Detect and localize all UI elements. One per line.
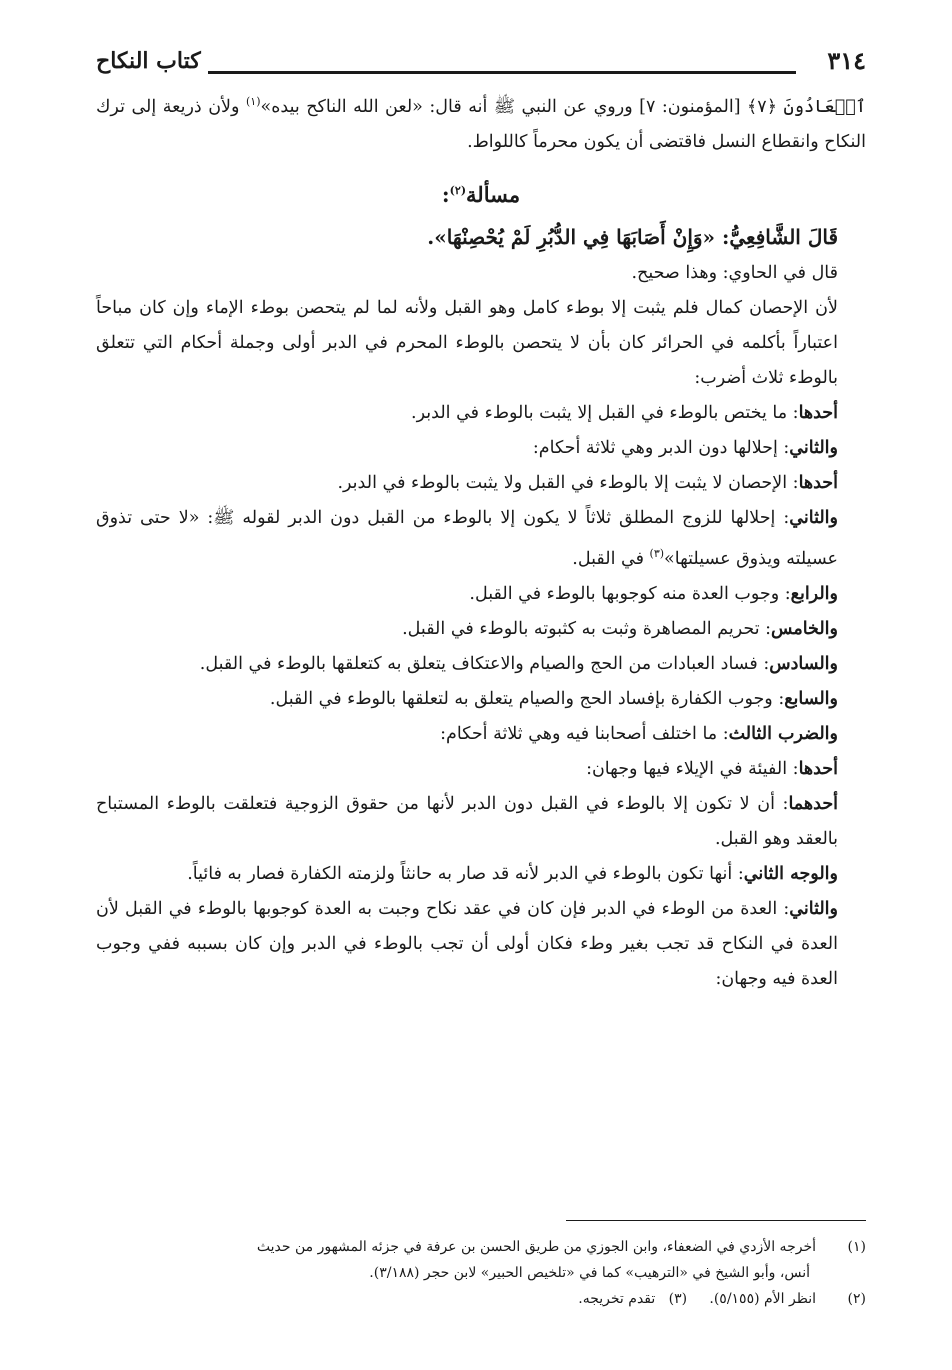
- header-rule: [208, 71, 796, 74]
- footnotes: [96, 1234, 866, 1312]
- footnote-1: (١)أخرجه الأزدي في الضعفاء، وابن الجوزي من طريق الحسن بن عرفة في جزئه المشهور من حديث: [256, 1239, 866, 1255]
- list-item: والخامس: تحريم المصاهرة وثبت به كثبوته بالوطء في القبل.: [402, 618, 838, 639]
- list-item: أحدها: ما يختص بالوطء في القبل إلا يثبت بالوطء في الدبر.: [411, 402, 838, 423]
- list-item: أحدها: الإحصان لا يثبت إلا بالوطء في القبل ولا يثبت بالوطء في الدبر.: [337, 472, 838, 493]
- section-heading: مسألة$^{(٢)}$:: [441, 181, 521, 207]
- running-title: كتاب النكاح: [96, 48, 201, 74]
- paragraph-hawi: قال في الحاوي: وهذا صحيح.: [631, 262, 838, 283]
- main-text: [96, 84, 866, 997]
- paragraph-ihsan: لأن الإحصان كمال فلم يثبت إلا بوطء كامل وهو القبل ولأنه لما لم يتحصن بوطء الإماء وإن كان مباحاً اعتباراً بأكلمه في الحرائر كان بأن لا يتحصن بالوطء المحرم في الدبر أولى وجملة أحكام التي تتعلق بالوطء ثلاث أضرب:: [96, 297, 838, 388]
- list-item: والسابع: وجوب الكفارة بإفساد الحج والصيام يتعلق به لتعلقها بالوطء في القبل.: [269, 688, 838, 709]
- list-item: أحدها: الفيئة في الإيلاء فيها وجهان:: [586, 758, 838, 779]
- footnote-ref-2: (٢): [449, 183, 467, 197]
- footnote-1-continued: أنس، وأبو الشيخ في «الترهيب» كما في «تلخيص الحبير» لابن حجر (٣/١٨٨).: [369, 1265, 810, 1281]
- list-item: والسادس: فساد العبادات من الحج والصيام والاعتكاف يتعلق به كتعلقها بالوطء في القبل.: [199, 653, 838, 674]
- list-item: والثاني: إحلالها للزوج المطلق ثلاثاً لا يكون إلا بالوطء من القبل دون الدبر لقوله ﷺ: «لا حتى تذوق عسيلته ويذوق عسيلتها»$^{(٣)}$ في القبل.: [96, 507, 838, 569]
- book-page: [96, 44, 866, 1370]
- footnote-2-3: (٢)انظر الأم (٥/١٥٥). (٣) تقدم تخريجه.: [578, 1291, 866, 1307]
- list-item: والرابع: وجوب العدة منه كوجوبها بالوطء في القبل.: [469, 583, 838, 604]
- list-item: والضرب الثالث: ما اختلف أصحابنا فيه وهي ثلاثة أحكام:: [440, 723, 838, 744]
- list-item: أحدهما: أن لا تكون إلا بالوطء في القبل دون الدبر لأنها من حقوق الزوجية فتعلقت بالوطء المستباح بالعقد وهو القبل.: [96, 793, 838, 849]
- page-number: ٣١٤: [827, 46, 866, 75]
- footnote-ref-3: (٣): [649, 546, 665, 560]
- shafii-quote: قَالَ الشَّافِعِيُّ: «وَإِنْ أَصَابَهَا فِي الدُّبُرِ لَمْ يُحْصِنْهَا».: [427, 224, 838, 249]
- footnote-separator: [566, 1220, 866, 1221]
- list-item: والوجه الثاني: أنها تكون بالوطء في الدبر لأنه قد صار به حانثاً ولزمته الكفارة فصار به فائياً.: [187, 863, 838, 884]
- list-item: والثاني: العدة من الوطء في الدبر فإن كان في عقد نكاح وجبت به العدة كوجوبها بالوطء في القبل لأن العدة في النكاح قد تجب بغير وطء فكان أولى أن تجب بالوطء في الدبر وإن كان بسببه ففي وجوب العدة فيه وجهان:: [96, 898, 838, 989]
- list-item: والثاني: إحلالها دون الدبر وهي ثلاثة أحكام:: [532, 437, 838, 458]
- page-header: [96, 44, 866, 84]
- footnote-ref-1: (١): [246, 95, 261, 108]
- paragraph-intro: ٱلۡعَادُونَ ﴿٧﴾ [المؤمنون: ٧] وروي عن النبي ﷺ أنه قال: «لعن الله الناكح بيده»$^{(١)}$ ولأن ذريعة إلى ترك النكاح وانقطاع النسل فاقتضى أن يكون محرماً كاللواط.: [96, 95, 866, 152]
